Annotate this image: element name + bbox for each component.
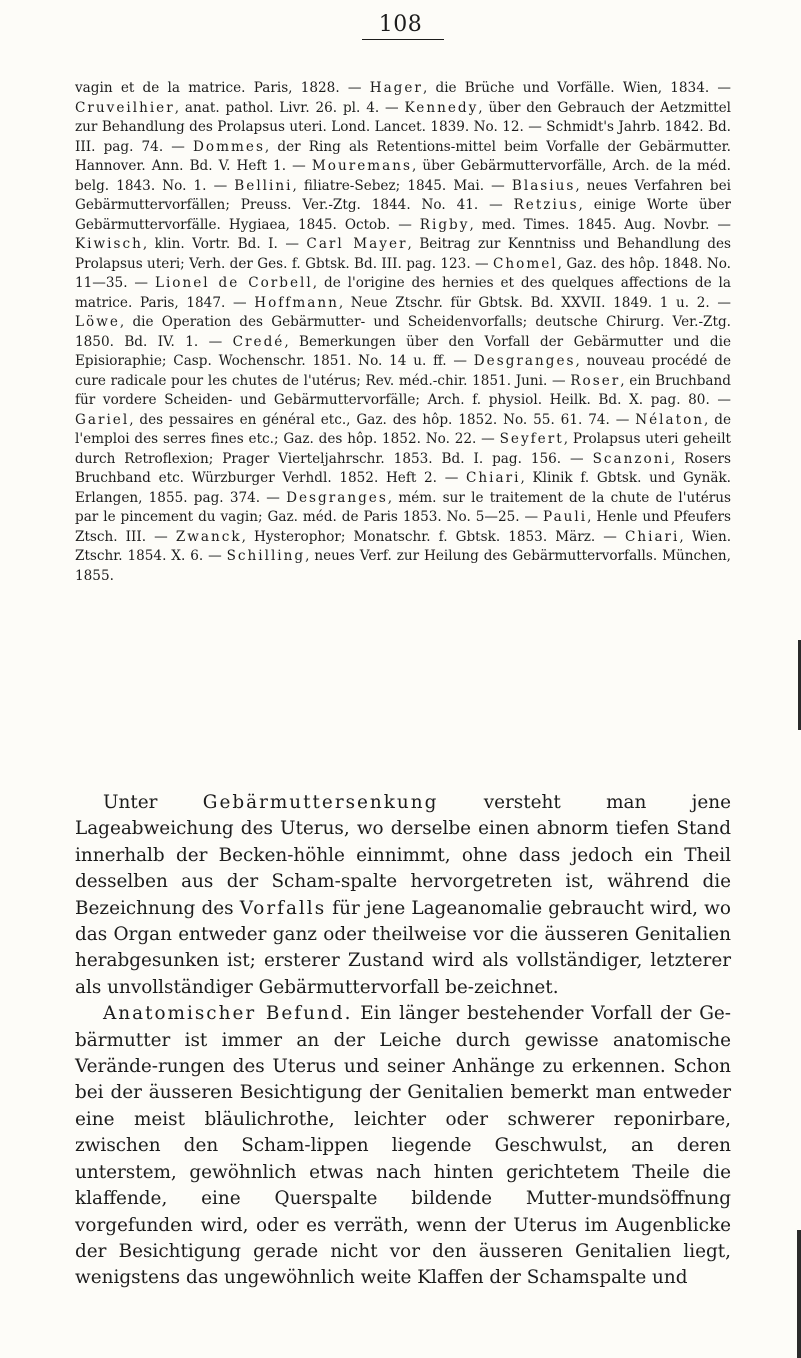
text-run: , Rosers Bruchband etc. Würzburger Verhdl. 1852. Heft 2. — [75, 450, 731, 486]
text-run: , anat. pathol. Livr. 26. pl. 4. — [174, 99, 405, 116]
spaced-name: Kennedy [404, 99, 479, 116]
spaced-name: Seyfert [499, 431, 564, 447]
text-run: , Wien. Ztschr. 1854. X. 6. — [75, 528, 732, 564]
text-run: , ein Bruchband für vordere Scheiden- und Gebärmuttervorfälle; Arch. f. physiol. Heilk. Bd. X. pag. 80. — [75, 372, 731, 408]
text-run: , neues Verf. zur Heilung des Gebärmuttervorfalls. München, 1855. [75, 548, 731, 584]
spaced-name: Chiari [465, 470, 521, 486]
spaced-name: Hager [369, 80, 423, 96]
spaced-name: Cruveilhier [75, 99, 175, 116]
text-run: vagin et de la matrice. Paris, 1828. — [75, 80, 370, 96]
text-run: , Gaz. des hôp. 1848. No. 11—35. — [75, 255, 731, 291]
text-run: , des pessaires en général etc., Gaz. des hôp. 1852. No. 55. 61. 74. — [129, 411, 636, 428]
text-run: , neues Verfahren bei Gebärmuttervorfällen; Preuss. Ver.-Ztg. 1844. No. 41. — [75, 177, 731, 213]
text-run: , der Ring als Retentions-mittel beim Vorfalle der Gebärmutter. Hannover. Ann. Bd. V. Heft 1. — [75, 138, 731, 174]
spaced-name: Schilling [226, 548, 306, 564]
spaced-name: Desgranges [286, 489, 388, 506]
spaced-name: Gariel [75, 411, 130, 428]
text-run: , einige Worte über Gebärmuttervorfälle. Hygiaea, 1845. Octob. — [75, 197, 731, 233]
spaced-name: Dommes [193, 138, 265, 155]
spaced-name: Kiwisch [75, 236, 143, 252]
spaced-name: Lionel de Corbell [154, 275, 313, 291]
text-run: , mém. sur le traitement de la chute de l'utérus par le pincement du vagin; Gaz. méd. de Paris 1853. No. 5—25. — [75, 489, 731, 525]
spaced-name: Hoffmann [254, 294, 339, 311]
spaced-name: Löwe [75, 314, 120, 330]
page-edge-shadow [797, 1230, 801, 1358]
text-run: , Neue Ztschr. für Gbtsk. Bd. XXVII. 1849. 1 u. 2. — [338, 294, 731, 311]
spaced-name: Scanzoni [592, 450, 671, 467]
text-run: , de l'origine des hernies et des quelques affections de la matrice. Paris, 1847. — [75, 275, 731, 311]
spaced-name: Pauli [543, 509, 588, 525]
text-run: , med. Times. 1845. Aug. Novbr. — [469, 216, 731, 233]
body-text [75, 790, 731, 1292]
page-number: 108 [378, 12, 423, 37]
spaced-name: Desgranges [473, 353, 576, 369]
text-run: , die Brüche und Vorfälle. Wien, 1834. — [422, 80, 731, 96]
text-run: versteht man jene Lageabweichung des Uterus, wo derselbe einen abnorm tiefen Stand innerhalb der Becken-höhle einnimmt, ohne dass jedoch ein Theil desselben aus der Scham-spalte hervorgetreten ist, während die Bezeichnung des [75, 792, 731, 919]
spaced-name: Chomel [493, 255, 558, 272]
spaced-name: Carl Mayer [306, 236, 408, 252]
spaced-name: Anatomischer Befund. [103, 1003, 353, 1025]
text-run: , nouveau procédé de cure radicale pour les chutes de l'utérus; Rev. méd.-chir. 1851. Juni. — [75, 353, 731, 389]
text-run: , Henle und Pfeufers Ztsch. III. — [75, 509, 731, 545]
spaced-name: Bellini [234, 177, 293, 194]
spaced-name: Nélaton [635, 411, 705, 428]
text-run: , de l'emploi des serres fines etc.; Gaz. des hôp. 1852. No. 22. — [75, 411, 732, 447]
text-run: , Prolapsus uteri geheilt durch Retroflexion; Prager Vierteljahrschr. 1853. Bd. I. pag. 156. — [75, 431, 731, 467]
spaced-name: Roser [570, 372, 621, 389]
text-run: Unter [103, 792, 203, 813]
bibliography-block [75, 79, 731, 586]
spaced-name: Vorfalls [239, 897, 327, 919]
body-paragraph [75, 790, 731, 1001]
text-run: , klin. Vortr. Bd. I. — [142, 236, 307, 252]
spaced-name: Retzius [513, 197, 579, 213]
text-run: , filiatre-Sebez; 1845. Mai. — [292, 177, 512, 194]
spaced-name: Mouremans [311, 158, 412, 174]
text-run: , Beitrag zur Kenntniss und Behandlung des Prolapsus uteri; Verh. der Ges. f. Gbtsk. Bd. III. pag. 123. — [75, 236, 732, 272]
header-rule [362, 39, 444, 40]
text-run: , Bemerkungen über den Vorfall der Gebärmutter und die Episioraphie; Casp. Wochenschr. 1851. No. 14 u. ff. — [75, 333, 732, 369]
spaced-name: Gebärmuttersenkung [202, 792, 439, 813]
spaced-name: Blasius [511, 177, 576, 194]
text-run: , Klinik f. Gbtsk. und Gynäk. Erlangen, 1855. pag. 374. — [75, 470, 732, 506]
text-run: , über Gebärmuttervorfälle, Arch. de la méd. belg. 1843. No. 1. — [75, 158, 731, 194]
text-run: , über den Gebrauch der Aetzmittel zur Behandlung des Prolapsus uteri. Lond. Lancet. 1839. No. 12. — Schmidt's Jahrb. 1842. Bd. III. pag. 74. — [75, 99, 731, 155]
spaced-name: Zwanck [175, 528, 242, 545]
text-run: , die Operation des Gebärmutter- und Scheidenvorfalls; deutsche Chirurg. Ver.-Ztg. 1850. Bd. IV. 1. — [75, 314, 731, 350]
text-run: für jene Lageanomalie gebraucht wird, wo das Organ entweder ganz oder theilweise vor die äusseren Genitalien herabgesunken ist; ersterer Zustand wird als vollständiger, letzterer als unvollständiger Gebärmuttervorfall be-zeichnet. [75, 897, 731, 998]
body-paragraph [75, 1001, 731, 1291]
spaced-name: Rigby [419, 216, 470, 233]
text-run: , Hysterophor; Monatschr. f. Gbtsk. 1853. März. — [241, 528, 625, 545]
spaced-name: Chiari [624, 528, 680, 545]
spaced-name: Credé [232, 333, 285, 350]
text-run: Ein länger bestehender Vorfall der Ge-bärmutter ist immer an der Leiche durch gewisse anatomische Verände-rungen des Uterus und seiner Anhänge zu erkennen. Schon bei der äusseren Besichtigung der Genitalien bemerkt man entweder eine meist bläulichrothe, leichter oder schwerer reponirbare, zwischen den Scham-lippen liegende Geschwulst, an deren unterstem, gewöhnlich etwas nach hinten gerichtetem Theile die klaffende, eine Querspalte bildende Mutter-mundsöffnung vorgefunden wird, oder es verräth, wenn der Uterus im Augenblicke der Besichtigung gerade nicht vor den äusseren Genitalien liegt, wenigstens das ungewöhnlich weite Klaffen der Schamspalte und [75, 1003, 731, 1289]
